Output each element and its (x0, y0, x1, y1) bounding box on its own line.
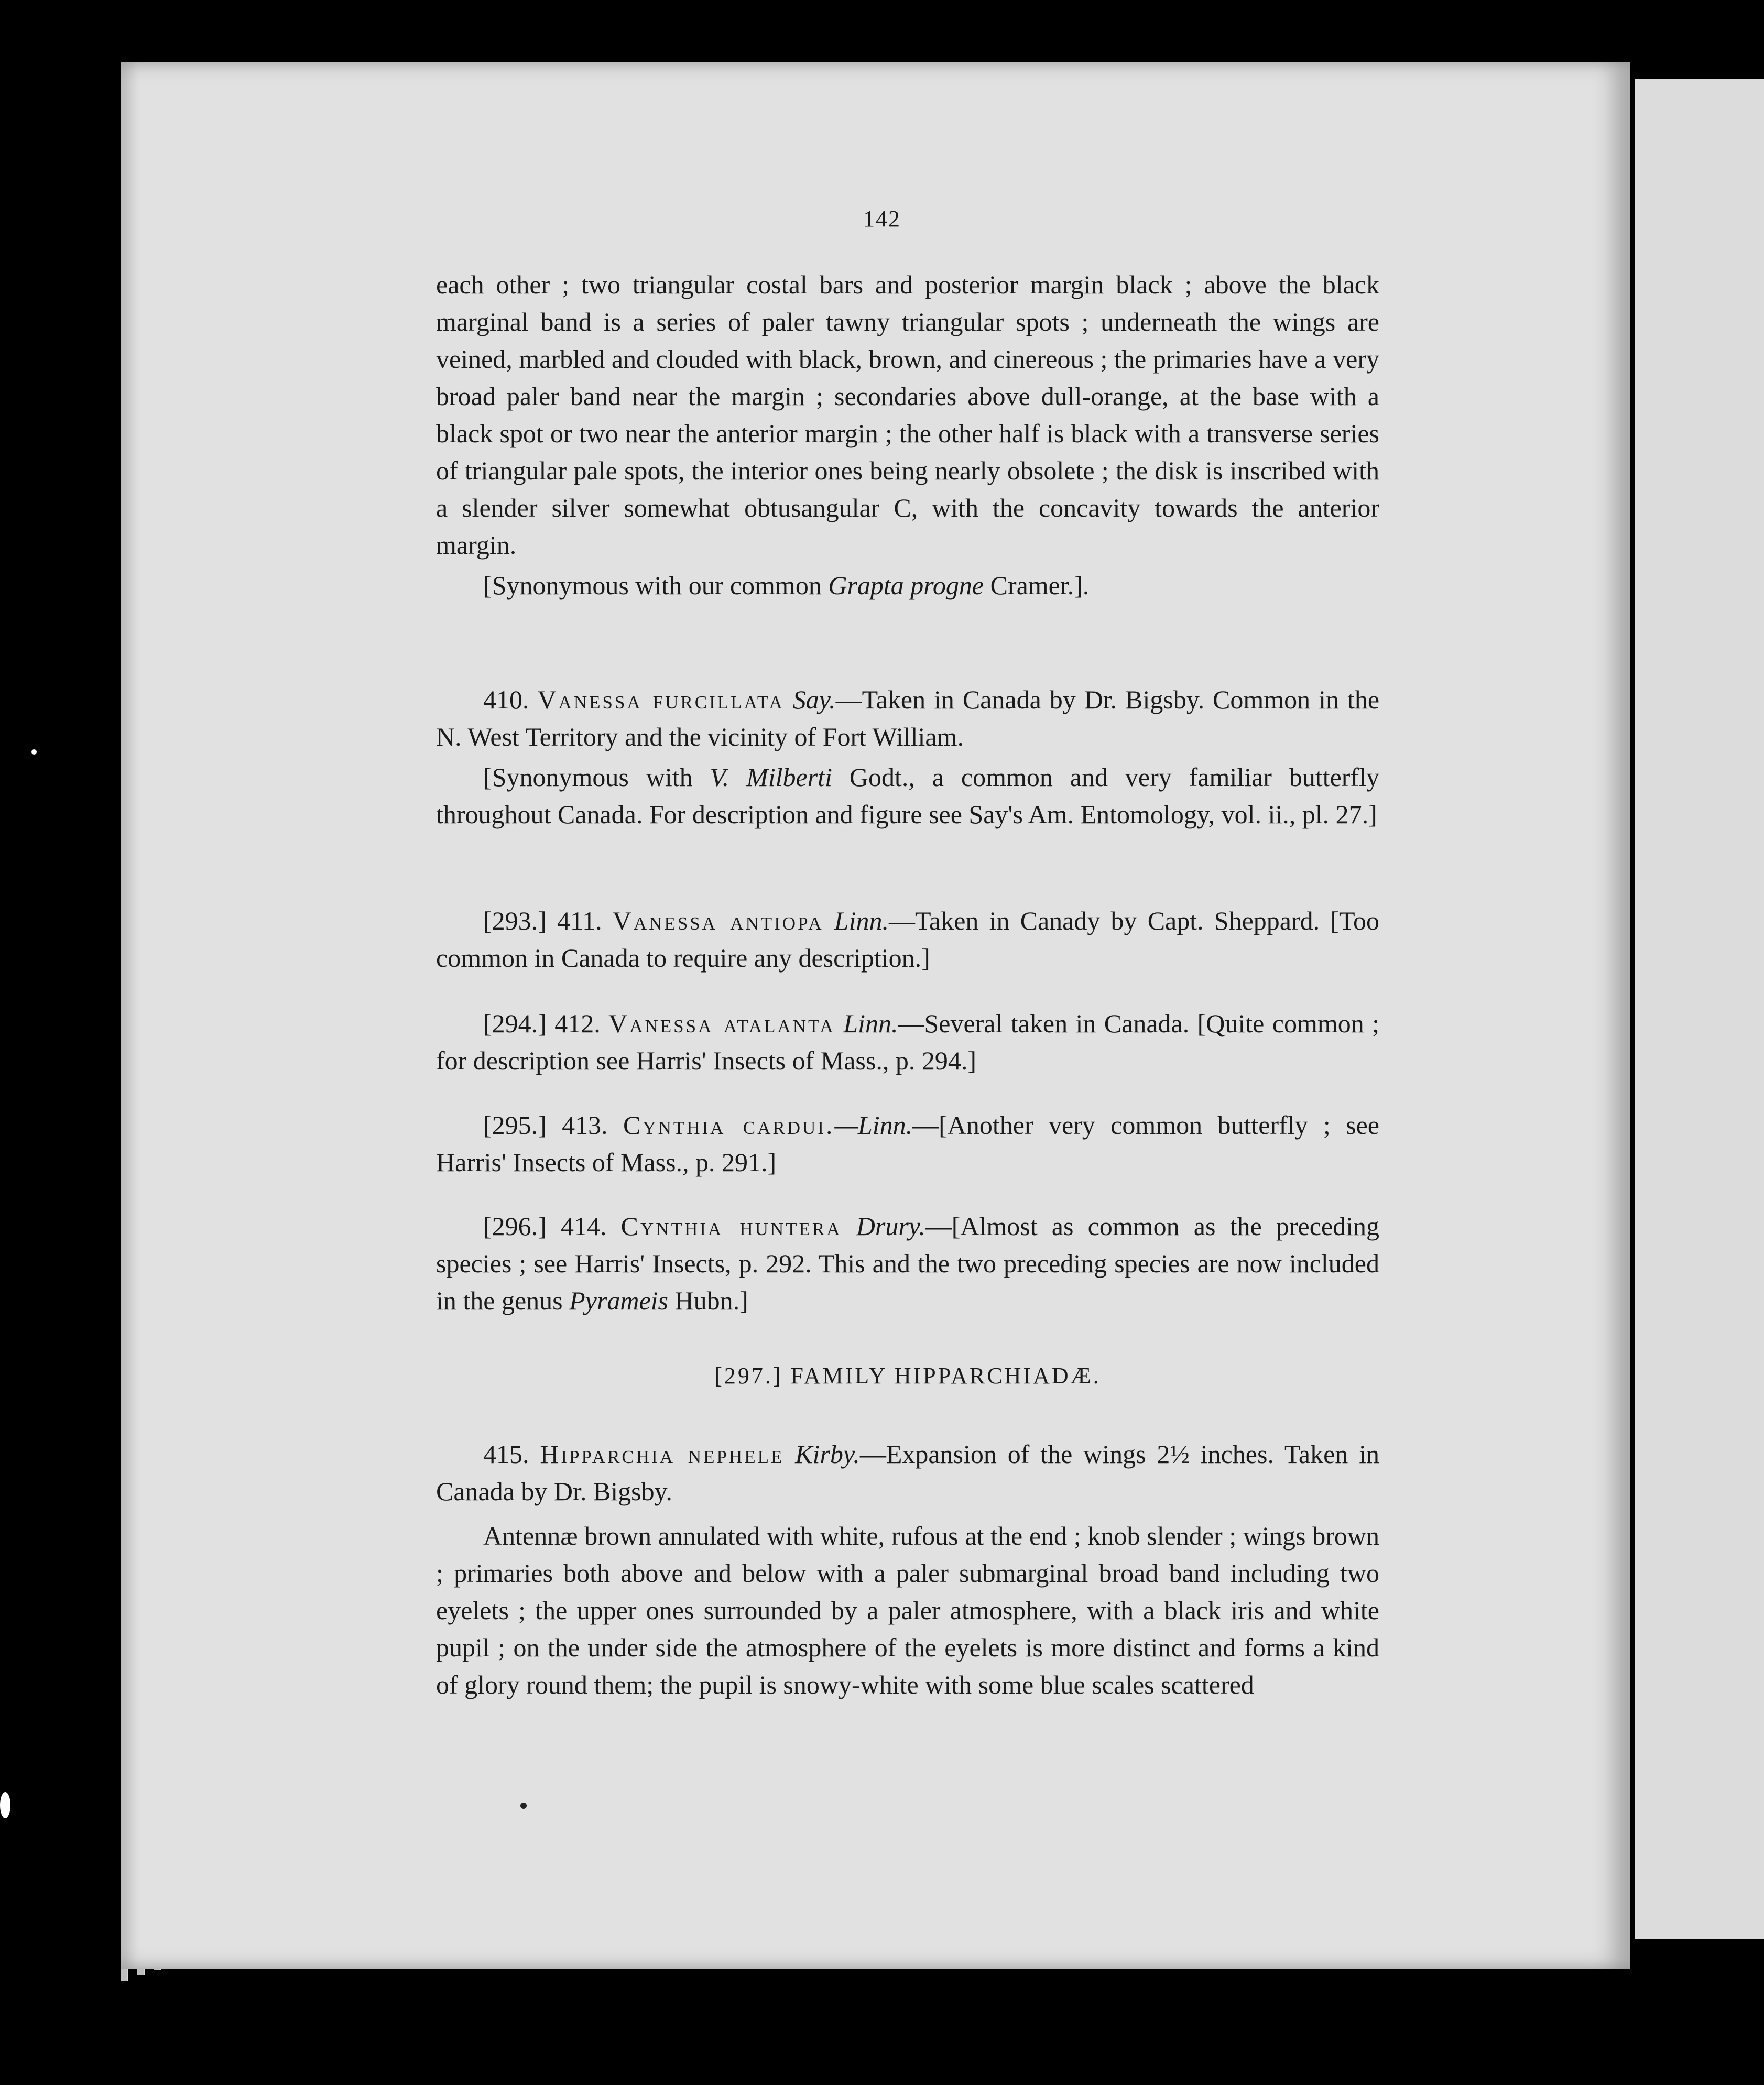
species-name: Cynthia cardui. (623, 1110, 835, 1140)
entry-number: [296.] 414. (483, 1211, 607, 1241)
genus-name: Pyrameis (569, 1286, 668, 1315)
facing-page-edge (1635, 79, 1764, 1939)
entry-415 (436, 1436, 1379, 1704)
synonym-note (436, 567, 1379, 604)
entry-411 (436, 902, 1379, 977)
species-name: Cynthia huntera (620, 1211, 842, 1241)
species-name: Vanessa antiopa (612, 906, 824, 935)
species-author: Linn. (834, 906, 889, 935)
entry-number: [293.] 411. (483, 906, 602, 935)
entry-410 (436, 681, 1379, 833)
note-text: Godt., a common and very familiar butterfly throughout Canada. For description and figure see Say's Am. Entomology, vol. ii., pl. 27.] (436, 762, 1380, 829)
species-name: Grapta progne (828, 571, 984, 600)
species-author: Drury. (856, 1211, 925, 1241)
synonym-note (436, 759, 1379, 833)
entry-413 (436, 1107, 1379, 1181)
entry-text (436, 681, 1379, 756)
family-heading: [297.] FAMILY HIPPARCHIADÆ. (714, 1363, 1101, 1389)
paragraph-text: each other ; two triangular costal bars and posterior margin black ; above the black marginal band is a series of paler tawny triangular spots ; underneath the wings are veined, marbled and clouded with black, brown, and cinereous ; the primaries have a very broad paler band near the margin ; secondaries above dull-orange, at the base with a black spot or two near the anterior margin ; the other half is black with a transverse series of triangular pale spots, the interior ones being nearly obsolete ; the disk is inscribed with a slender silver somewhat obtusangular C, with the concavity towards the anterior margin. (436, 270, 1379, 560)
entry-412 (436, 1005, 1379, 1079)
species-name: V. Milberti (710, 762, 832, 792)
note-text: [Synonymous with (483, 762, 710, 792)
species-author: —Linn. (834, 1110, 913, 1140)
paragraph-continuation (436, 266, 1379, 604)
entry-description: —[Almost as common as the preceding species ; see Harris' Insects, p. 292. This and the two preceding species are now included in the genus (436, 1211, 1380, 1315)
ink-speck (520, 1803, 527, 1809)
entry-number: [294.] 412. (483, 1009, 601, 1038)
entry-description: —Taken in Canady by Capt. Sheppard. [Too common in Canada to require any description.] (436, 906, 1380, 973)
scan-artifact (0, 1792, 10, 1818)
note-text: [Synonymous with our common (483, 571, 829, 600)
entry-text (436, 1208, 1379, 1319)
entry-number: 410. (483, 685, 529, 714)
entry-text (436, 1005, 1379, 1079)
species-name: Vanessa furcillata (537, 685, 785, 714)
entry-number: [295.] 413. (483, 1110, 608, 1140)
entry-description: Hubn.] (668, 1286, 748, 1315)
species-name: Vanessa atalanta (608, 1009, 835, 1038)
species-author: Linn. (843, 1009, 898, 1038)
entry-number: 415. (483, 1439, 529, 1469)
entry-description: —Taken in Canada by Dr. Bigsby. Common in the N. West Territory and the vicinity of Fort William. (436, 685, 1380, 751)
page-number: 142 (863, 206, 901, 232)
species-name: Hipparchia nephele (540, 1439, 785, 1469)
species-description: Antennæ brown annulated with white, rufous at the end ; knob slender ; wings brown ; primaries both above and below with a paler submarginal broad band including two eyelets ; the upper ones surrounded by a paler atmosphere, with a black iris and white pupil ; on the under side the atmosphere of the eyelets is more distinct and forms a kind of glory round them; the pupil is snowy-white with some blue scales scattered (436, 1521, 1379, 1699)
species-author: Kirby. (795, 1439, 860, 1469)
entry-description: —[Another very common butterfly ; see Harris' Insects of Mass., p. 291.] (436, 1110, 1379, 1177)
entry-414 (436, 1208, 1379, 1319)
note-text: Cramer.]. (984, 571, 1090, 600)
entry-text (436, 902, 1379, 977)
entry-text (436, 1436, 1379, 1510)
entry-description: —Several taken in Canada. [Quite common ; for description see Harris' Insects of Mass., p. 294.] (436, 1009, 1380, 1075)
scan-artifact (31, 749, 37, 755)
entry-description: —Expansion of the wings 2½ inches. Taken in Canada by Dr. Bigsby. (436, 1439, 1380, 1506)
entry-text (436, 1107, 1379, 1181)
species-author: Say. (792, 685, 836, 714)
